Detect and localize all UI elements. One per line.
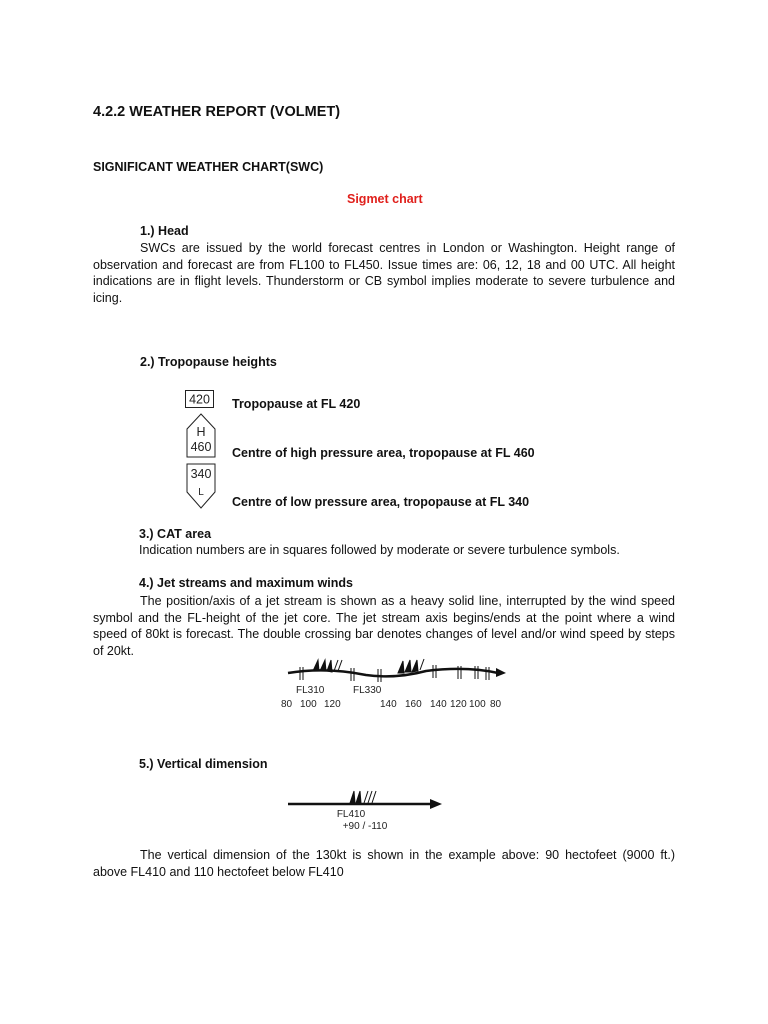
tropopause-low-value: 340 xyxy=(190,467,212,481)
tropopause-high-letter: H xyxy=(196,425,206,439)
tropopause-high-symbol xyxy=(186,413,218,461)
section-vertical-title: 5.) Vertical dimension xyxy=(139,757,268,771)
jet-arrow-head xyxy=(496,668,506,677)
vertical-range-label: +90 / -110 xyxy=(342,821,388,832)
main-heading: 4.2.2 WEATHER REPORT (VOLMET) xyxy=(93,104,341,120)
tropopause-box-value: 420 xyxy=(189,392,210,407)
tropopause-box-symbol xyxy=(184,389,216,411)
jet-speed-label: 160 xyxy=(405,699,422,710)
section-head-title: 1.) Head xyxy=(140,224,189,238)
jet-speed-label: 120 xyxy=(450,699,467,710)
section-cat-title: 3.) CAT area xyxy=(139,527,212,541)
section-tropopause-title: 2.) Tropopause heights xyxy=(140,355,277,369)
vertical-wind-symbol xyxy=(350,791,376,803)
jet-speed-label: 140 xyxy=(430,699,447,710)
jet-speed-label: 140 xyxy=(380,699,397,710)
sigmet-chart-caption: Sigmet chart xyxy=(347,192,423,206)
jet-speed-label: 80 xyxy=(281,699,293,710)
section-jet-body: The position/axis of a jet stream is shown as a heavy solid line, interrupted by the wind speed symbol and the FL-height of the jet core. The jet stream axis begins/ends at the point where a wind speed of 80kt is forecast. The double crossing bar denotes changes of level and/or wind speed by steps of 20kt. xyxy=(93,594,675,658)
sub-heading: SIGNIFICANT WEATHER CHART(SWC) xyxy=(93,160,324,174)
jet-fl-label-2: FL330 xyxy=(353,685,382,696)
vertical-arrow-head xyxy=(430,799,442,809)
vertical-dimension-diagram xyxy=(284,786,448,834)
tropopause-low-letter: L xyxy=(198,487,204,498)
jet-fl-label-1: FL310 xyxy=(296,685,325,696)
vertical-fl-label: FL410 xyxy=(336,809,366,820)
jet-wind-symbol-2 xyxy=(398,659,424,673)
section-head-body: SWCs are issued by the world forecast centres in London or Washington. Height range of observation and forecast are from FL100 to FL450. Issue times are: 06, 12, 18 and 00 UTC. All height indications are in flight levels. Thunderstorm or CB symbol implies moderate to severe turbulence and icing. xyxy=(93,241,675,305)
jet-speed-label: 80 xyxy=(490,699,502,710)
tropopause-low-label: Centre of low pressure area, tropopause at FL 340 xyxy=(232,495,530,509)
section-jet-title: 4.) Jet streams and maximum winds xyxy=(139,576,353,590)
jet-axis-line xyxy=(288,669,498,676)
jet-speed-label: 100 xyxy=(300,699,317,710)
section-vertical-body: The vertical dimension of the 130kt is shown in the example above: 90 hectofeet (9000 ft.) above FL410 and 110 hectofeet below FL410 xyxy=(93,848,675,879)
tropopause-box-label: Tropopause at FL 420 xyxy=(232,397,361,411)
jet-speed-label: 120 xyxy=(324,699,341,710)
jet-speed-label: 100 xyxy=(469,699,486,710)
jet-stream-diagram xyxy=(276,656,512,712)
tropopause-low-symbol xyxy=(186,462,218,510)
section-cat-body: Indication numbers are in squares followed by moderate or severe turbulence symbols. xyxy=(139,543,620,557)
tropopause-high-label: Centre of high pressure area, tropopause at FL 460 xyxy=(232,446,535,460)
tropopause-high-value: 460 xyxy=(190,440,212,454)
